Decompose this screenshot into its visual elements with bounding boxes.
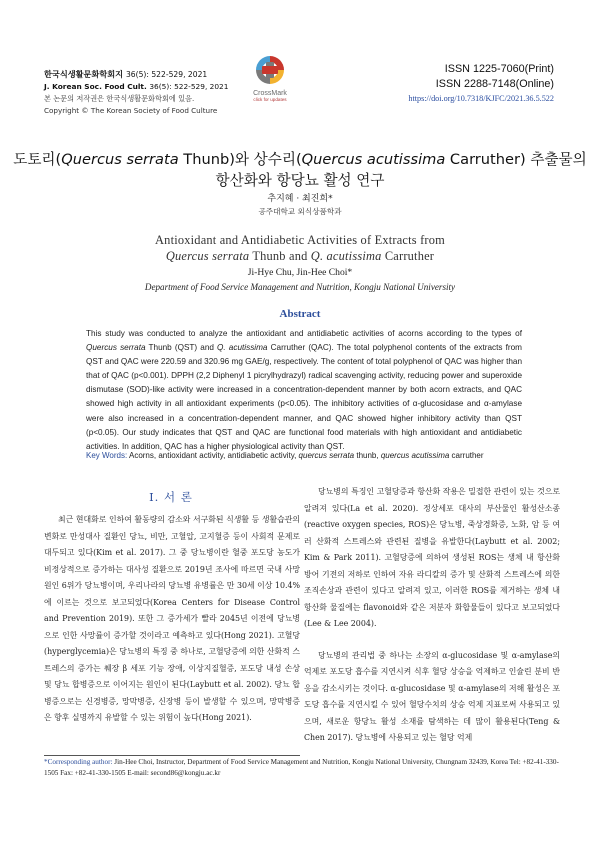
issn-block — [408, 62, 554, 105]
copyright-en: Copyright © The Korean Society of Food Culture — [44, 106, 218, 115]
title-en-line2 — [0, 249, 600, 264]
title-ko-species2: Quercus acutissima — [301, 151, 446, 168]
abstract-text-2: Thunb (QST) and — [145, 343, 218, 353]
authors-en: Ji-Hye Chu, Jin-Hee Choi* — [247, 267, 353, 278]
journal-name-ko: 한국식생활문화학회지 — [44, 69, 124, 79]
keywords — [86, 451, 522, 460]
journal-volume-en: 36(5): 522-529, 2021 — [149, 82, 229, 91]
keywords-species2: quercus acutissima — [380, 451, 450, 460]
crossmark-icon — [255, 55, 285, 89]
title-ko-text-mid: Thunb)와 상수리( — [178, 151, 302, 168]
corresponding-author-footnote — [44, 757, 560, 779]
abstract-species2: Q. acutissima — [217, 343, 268, 353]
keywords-label: Key Words: — [86, 451, 128, 460]
footnote-text: Jin-Hee Choi, Instructor, Department of Food Service Management and Nutrition, Kongju National University, Chungnam 32439, Korea Tel: +82-41-330-1505 Fax: +82-41-330-1505 E-mail: second86@kongju.ac.kr — [44, 758, 559, 777]
title-ko-line2: 항산화와 항당뇨 활성 연구 — [215, 172, 385, 189]
keywords-species1: quercus serrata — [298, 451, 355, 460]
title-en-text-post: Carruther — [381, 249, 435, 263]
issn-print: ISSN 1225-7060(Print) — [444, 63, 554, 75]
footnote-divider — [44, 755, 300, 756]
doi-link[interactable]: https://doi.org/10.7318/KJFC/2021.36.5.522 — [408, 94, 554, 103]
section-title-introduction: Ⅰ. 서 론 — [149, 490, 193, 504]
issn-online: ISSN 2288-7148(Online) — [435, 78, 554, 90]
journal-name-en: J. Korean Soc. Food Cult. — [44, 82, 147, 91]
affiliation-ko: 공주대학교 외식상품학과 — [258, 207, 342, 216]
crossmark-label: CrossMark — [253, 90, 287, 97]
crossmark-sublabel: click for updates — [253, 97, 287, 102]
body-column-right — [304, 484, 560, 747]
body-paragraph: 당뇨병의 특징인 고혈당증과 항산화 작용은 밀접한 관련이 있는 것으로 알려져 있다(La et al. 2020). 정상세포 대사의 부산물인 활성산소종(reactive oxygen species, ROS)은 당뇨병, 죽상경화증, 노화, 암 등 여러 산화적 스트레스와 관련된 질병을 유발한다(Laybutt et al. 2002; Kim & Park 2011). 고혈당증에 의하여 생성된 ROS는 생체 내 항산화 방어 기전의 저하로 인하여 자유 라디칼의 증가 및 산화적 스트레스에 의한 조직손상과 관련이 있다고 알려져 있고, 이러한 ROS를 제거하는 생체 내 항산화 물질에는 flavonoid와 같은 저분자 화합물들이 있다고 보고되었다(Lee & Lee 2004). — [304, 487, 560, 628]
title-ko-species1: Quercus serrata — [61, 151, 179, 168]
abstract-body — [86, 327, 522, 454]
title-en-species1: Quercus serrata — [165, 249, 250, 263]
title-ko-line1 — [0, 148, 600, 169]
body-column-left — [44, 512, 300, 727]
footnote-label: *Corresponding author: — [44, 758, 113, 766]
keywords-text-post: carruther — [449, 451, 484, 460]
authors-ko: 추지혜 · 최진희* — [267, 194, 333, 204]
title-en-species2: Q. acutissima — [310, 249, 382, 263]
keywords-text-mid: thunb, — [354, 451, 381, 460]
body-paragraph: 최근 현대화로 인하여 활동량의 감소와 서구화된 식생활 등 생활습관의 변화로 만성대사 질환인 당뇨, 비만, 고혈압, 고지혈증 등이 사회적 문제로 대두되고 있다(Kim et al. 2017). 그 중 당뇨병이란 혈중 포도당 농도가 비정상적으로 증가하는 대사성 질환으로 2019년 조사에 따르면 국내 사망원인 6위가 당뇨병이며, 우리나라의 당뇨병 유병률은 만 30세 이상 10.4%에 이르는 것으로 보고되었다(Korea Centers for Disease Control and Prevention 2019). 또한 그 증가세가 빨라 2045년 이전에 당뇨병으로 인한 사망률이 증가할 것이라고 예측하고 있다(Hong 2021). 고혈당(hyperglycemia)은 당뇨병의 특징 중 하나로, 고혈당증에 의한 산화적 스트레스의 증가는 췌장 β 세포 기능 장애, 이상지질혈증, 포도당 내성 손상 및 당뇨 합병증으로 이어지는 원인이 된다(Laybutt et al. 2002). 당뇨 합병증으로는 신경병증, 망막병증, 신장병 등이 발생할 수 있으며, 망막병증은 향후 실명까지 유발할 수 있는 위험이 높다(Hong 2021). — [44, 515, 300, 722]
journal-volume-ko: 36(5): 522-529, 2021 — [125, 70, 208, 79]
abstract-text-3: Carruther (QAC). The total polyphenol contents of the extracts from QST and QAC were 220.59 and 320.96 mg GAE/g, respectively. The content of total polyphenol of QAC was higher than that of QAC (p<0.001). DPPH (2,2 Diphenyl 1 picrylhydrazyl) radical scavenging activity, reducing power and superoxide dismutase (SOD)-like activity were increased in a concentration-dependent manner by both acorn extracts, and QAC showed high activity in all antioxidant experiments (p<0.05). The inhibitory activities of α-glucosidase and α-amylase were also increased in a concentration-dependent manner, and QAC showed higher inhibitory activity than QST (p<0.05). Our study indicates that QST and QAC are functional food materials with high antioxidant and antidiabetic activities. In addition, QAC has a higher physiological activity than QST. — [86, 343, 523, 451]
crossmark-badge[interactable] — [242, 55, 298, 102]
body-paragraph: 당뇨병의 관리법 중 하나는 소장의 α-glucosidase 및 α-amylase의 억제로 포도당 흡수를 지연시켜 식후 혈당 상승을 억제하고 인슐린 분비 반응을 감소시키는 것이다. α-glucosidase 및 α-amylase의 저해 활성은 포도당 흡수를 지연시킬 수 있어 혈당수치의 상승 억제 지표로써 사용되고 있으며, 새로운 항당뇨 활성 소재를 탐색하는 데 많이 활용된다(Teng & Chen 2017). 당뇨병에 사용되고 있는 혈당 억제 — [304, 650, 560, 742]
title-en-line1: Antioxidant and Antidiabetic Activities of Extracts from — [155, 233, 445, 247]
keywords-text: Acorns, antioxidant activity, antidiabetic activity, — [127, 451, 299, 460]
title-ko-text: 도토리( — [13, 151, 62, 168]
title-en-text-mid: Thunb and — [249, 249, 311, 263]
abstract-text: This study was conducted to analyze the antioxidant and antidiabetic activities of acorns according to the types of — [86, 329, 522, 338]
abstract-species1: Quercus serrata — [86, 343, 146, 353]
abstract-heading: Abstract — [279, 308, 321, 320]
copyright-ko: 본 논문의 저작권은 한국식생활문화학회에 있음. — [44, 94, 195, 103]
title-ko-text-post: Carruther) 추출물의 — [445, 151, 587, 168]
affiliation-en: Department of Food Service Management and Nutrition, Kongju National University — [144, 282, 456, 292]
